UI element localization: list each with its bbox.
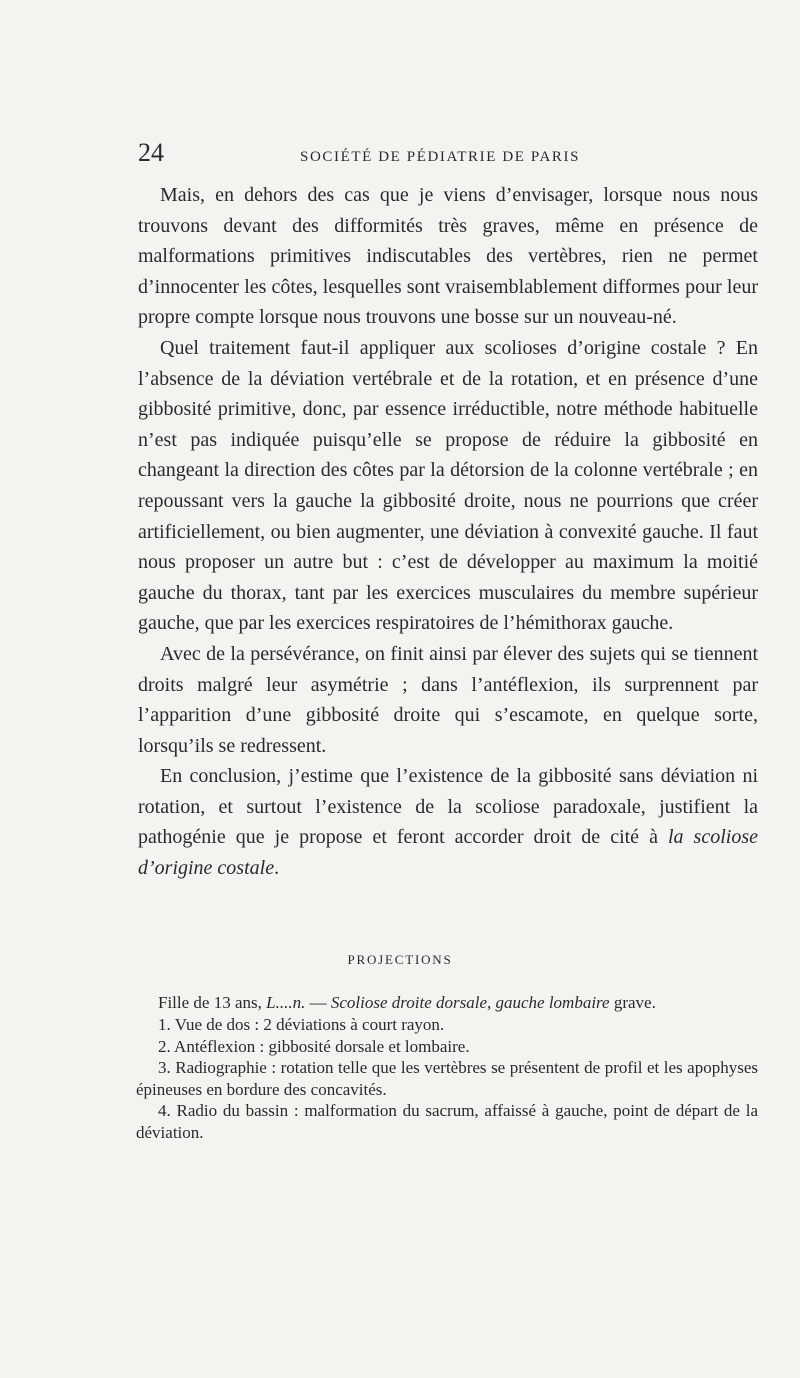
caption-italic: Scoliose droite dorsale, gauche lombaire (330, 993, 610, 1012)
conclusion-text: En conclusion, j’estime que l’existence de la gibbosité sans déviation ni rotation, et surtout l’existence de la scoliose paradoxale, justifient la pathogénie que je propose et feront accorder droit de cité à (138, 765, 758, 849)
caption-suffix: grave. (609, 993, 656, 1012)
list-item: 3. Radiographie : rotation telle que les vertèbres se présentent de profil et les apophyses épineuses en bordure des concavités. (136, 1058, 758, 1099)
list-item: 4. Radio du bassin : malformation du sacrum, affaissé à gauche, point de départ de la déviation. (136, 1101, 758, 1142)
projections-caption (136, 992, 758, 1014)
page-number: 24 (138, 138, 164, 167)
list-item: 1. Vue de dos : 2 déviations à court rayon. (158, 1015, 445, 1034)
projections-list (136, 1014, 758, 1144)
paragraph-conclusion (138, 761, 758, 883)
projections-section (136, 992, 758, 1144)
running-title: SOCIÉTÉ DE PÉDIATRIE DE PARIS (300, 149, 581, 165)
section-title-projections: PROJECTIONS (347, 952, 453, 967)
paragraph-3: Avec de la persévérance, on finit ainsi par élever des sujets qui se tiennent droits malgré leur asymétrie ; dans l’antéflexion, ils surprennent par l’apparition d’une gibbosité droite qui s’escamote, en quelque sorte, lorsqu’ils se redressent. (138, 642, 758, 757)
conclusion-end: . (274, 857, 280, 880)
paragraph-1: Mais, en dehors des cas que je viens d’envisager, lorsque nous nous trouvons devant des difformités très graves, même en présence de malformations primitives indiscutables des vertèbres, rien ne permet d’innocenter les côtes, lesquelles sont vraisemblablement difformes pour leur propre compte lorsque nous trouvons une bosse sur un nouveau-né. (138, 184, 758, 329)
caption-name: L....n. (266, 993, 306, 1012)
list-item: 2. Antéflexion : gibbosité dorsale et lombaire. (158, 1036, 470, 1056)
paragraph-2: Quel traitement faut-il appliquer aux scolioses d’origine costale ? En l’absence de la déviation vertébrale et de la rotation, et en présence d’une gibbosité primitive, donc, par essence irréductible, notre méthode habituelle n’est pas indiquée puisqu’elle se propose de réduire la gibbosité en changeant la direction des côtes par la détorsion de la colonne vertébrale ; en repoussant vers la gauche la gibbosité droite, nous ne pourrions que créer artificiellement, ou bien augmenter, une déviation à convexité gauche. Il faut nous proposer un autre but : c’est de développer au maximum la moitié gauche du thorax, tant par les exercices musculaires du membre supérieur gauche, que par les exercices respiratoires de l’hémithorax gauche. (138, 336, 758, 635)
caption-prefix: Fille de 13 ans, (158, 993, 267, 1012)
body-text (138, 180, 758, 884)
caption-dash: — (305, 993, 331, 1012)
page-header (138, 138, 758, 170)
conclusion-italic: la scoliose d’origine costale (138, 826, 758, 880)
